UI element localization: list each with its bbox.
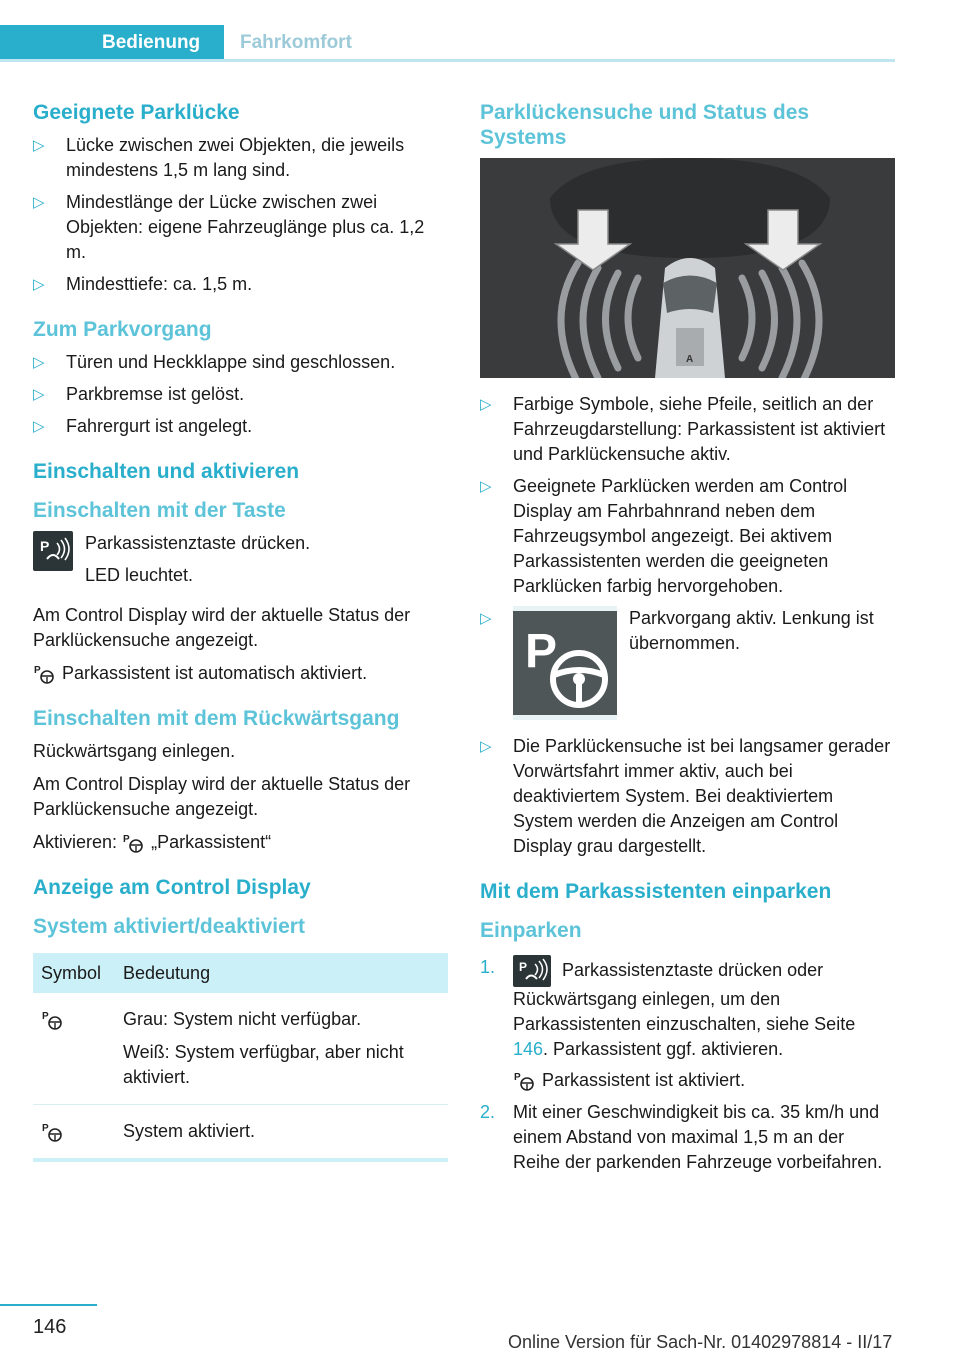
geeignete-list bbox=[33, 133, 448, 297]
chapter-header bbox=[0, 25, 895, 62]
parking-active-icon bbox=[513, 606, 617, 720]
symbol-table bbox=[33, 953, 448, 1162]
park-assistant-icon bbox=[41, 1009, 65, 1031]
heading-zum-parkvorgang: Zum Parkvorgang bbox=[33, 318, 212, 341]
table-header-symbol: Symbol bbox=[33, 953, 115, 993]
heading-rueckwaertsgang: Einschalten mit dem Rückwärtsgang bbox=[33, 707, 400, 730]
park-assistant-icon bbox=[41, 1121, 65, 1143]
table-header-bedeutung: Bedeutung bbox=[115, 953, 448, 993]
status-text: Am Control Display wird der aktuelle Status der Parklückensuche angezeigt. bbox=[33, 605, 411, 650]
svg-text:P: P bbox=[525, 625, 558, 678]
heading-einschalten: Einschalten und aktivieren bbox=[33, 460, 300, 483]
left-column bbox=[33, 100, 448, 1162]
heading-taste: Einschalten mit der Taste bbox=[33, 499, 286, 522]
online-version-note: Online Version für Sach-Nr. 01402978814 - II/17 bbox=[508, 1332, 893, 1352]
heading-geeignete-parkluecke: Geeignete Parklücke bbox=[33, 101, 240, 124]
einparken-steps bbox=[480, 955, 895, 1175]
list-item: ▷ P Parkvorgang aktiv. Lenkung ist übernommen. bbox=[480, 606, 895, 720]
table-row: P System aktiviert. bbox=[33, 1105, 448, 1161]
rueck-text: Rückwärtsgang einlegen. bbox=[33, 741, 236, 761]
heading-einparken: Einparken bbox=[480, 919, 582, 942]
park-assistant-icon bbox=[122, 832, 146, 854]
table-row: P Grau: System nicht verfügbar. Weiß: System verfügbar, aber nicht aktiviert. bbox=[33, 993, 448, 1105]
svg-text:P: P bbox=[123, 834, 130, 846]
svg-text:A: A bbox=[686, 354, 694, 365]
tab-bedienung[interactable]: Bedienung bbox=[0, 25, 224, 59]
list-item: ▷ Geeignete Parklücken werden am Control Display am Fahrbahnrand neben dem Fahrzeugsymbol angezeigt. Bei aktivem Parkassistenten werden die geeigneten Parklücken farbig hervorgehoben. bbox=[480, 476, 848, 596]
park-assist-button-icon bbox=[33, 531, 73, 571]
triangle-bullet-icon: ▷ bbox=[33, 386, 45, 403]
svg-text:P: P bbox=[42, 1123, 49, 1135]
taste-line1: Parkassistenztaste drücken. bbox=[85, 533, 311, 553]
svg-text:P: P bbox=[34, 665, 41, 677]
status-text-2: Am Control Display wird der aktuelle Status der Parklückensuche angezeigt. bbox=[33, 774, 411, 819]
heading-anzeige: Anzeige am Control Display bbox=[33, 876, 311, 899]
list-item: ▷ Die Parklückensuche ist bei langsamer gerader Vorwärtsfahrt immer aktiv, auch bei deaktiviertem System. Bei deaktiviertem System werden die Anzeigen am Control Display grau dargestellt. bbox=[480, 736, 891, 856]
svg-text:P: P bbox=[42, 1011, 49, 1023]
table-header-row bbox=[33, 953, 448, 993]
page-link-146[interactable]: 146 bbox=[513, 1039, 544, 1059]
svg-text:P: P bbox=[514, 1072, 521, 1084]
triangle-bullet-icon: ▷ bbox=[33, 418, 45, 435]
list-item: ▷ Lücke zwischen zwei Objekten, die jeweils mindestens 1,5 m lang sind. bbox=[33, 135, 405, 180]
triangle-bullet-icon: ▷ bbox=[33, 354, 45, 371]
step1-sub: P Parkassistent ist aktiviert. bbox=[513, 1068, 895, 1093]
heading-parklueckensuche: Parklückensuche und Status des Systems bbox=[480, 101, 810, 149]
auto-activated-line: P Parkassistent ist automatisch aktiviert. bbox=[33, 661, 448, 686]
list-item: ▷ Türen und Heckklappe sind geschlossen. bbox=[33, 350, 448, 375]
list-item: ▷ Fahrergurt ist angelegt. bbox=[33, 414, 448, 439]
park-assist-button-icon bbox=[513, 955, 551, 987]
zum-list bbox=[33, 350, 448, 439]
control-display-illustration bbox=[480, 158, 895, 378]
step-item: 2. Mit einer Geschwindigkeit bis ca. 35 km/h und einem Abstand von maximal 1,5 m an der Reihe der parkenden Fahrzeuge vorbeifahren. bbox=[480, 1102, 883, 1172]
triangle-bullet-icon: ▷ bbox=[480, 478, 492, 495]
park-assistant-icon bbox=[33, 663, 57, 685]
list-item: ▷ Farbige Symbole, siehe Pfeile, seitlich an der Fahrzeugdarstellung: Parkassistent ist aktiviert und Parklückensuche aktiv. bbox=[480, 394, 886, 464]
taste-row bbox=[33, 531, 448, 595]
triangle-bullet-icon: ▷ bbox=[480, 396, 492, 413]
right-column bbox=[480, 100, 895, 1182]
list-item: ▷ Parkbremse ist gelöst. bbox=[33, 382, 448, 407]
triangle-bullet-icon: ▷ bbox=[480, 610, 492, 627]
list-item: ▷ Mindesttiefe: ca. 1,5 m. bbox=[33, 272, 448, 297]
heading-mit-parkassistent: Mit dem Parkassistenten einparken bbox=[480, 880, 832, 903]
triangle-bullet-icon: ▷ bbox=[33, 137, 45, 154]
park-assistant-icon bbox=[513, 1070, 537, 1092]
triangle-bullet-icon: ▷ bbox=[33, 276, 45, 293]
aktivieren-line: Aktivieren: P „Parkassistent“ bbox=[33, 830, 448, 855]
step-item: 1. P Parkassistenztaste drücken oder Rückwärtsgang einlegen, um den Parkassistenten einzuschalten, siehe Seite 146. Parkassistent ggf. aktivieren. P Parkassistent ist aktiviert. bbox=[480, 955, 895, 1093]
taste-line2: LED leuchtet. bbox=[85, 565, 194, 585]
page-number: 146 bbox=[33, 1316, 67, 1338]
triangle-bullet-icon: ▷ bbox=[480, 738, 492, 755]
heading-system-status: System aktiviert/deaktiviert bbox=[33, 915, 305, 938]
svg-text:P: P bbox=[519, 960, 528, 974]
footer-rule bbox=[0, 1304, 97, 1306]
triangle-bullet-icon: ▷ bbox=[33, 194, 45, 211]
svg-text:P: P bbox=[40, 538, 50, 554]
tab-fahrkomfort[interactable]: Fahrkomfort bbox=[240, 32, 352, 53]
suche-list bbox=[480, 392, 895, 859]
list-item: ▷ Mindestlänge der Lücke zwischen zwei Objekten: eigene Fahrzeuglänge plus ca. 1,2 m. bbox=[33, 192, 425, 262]
